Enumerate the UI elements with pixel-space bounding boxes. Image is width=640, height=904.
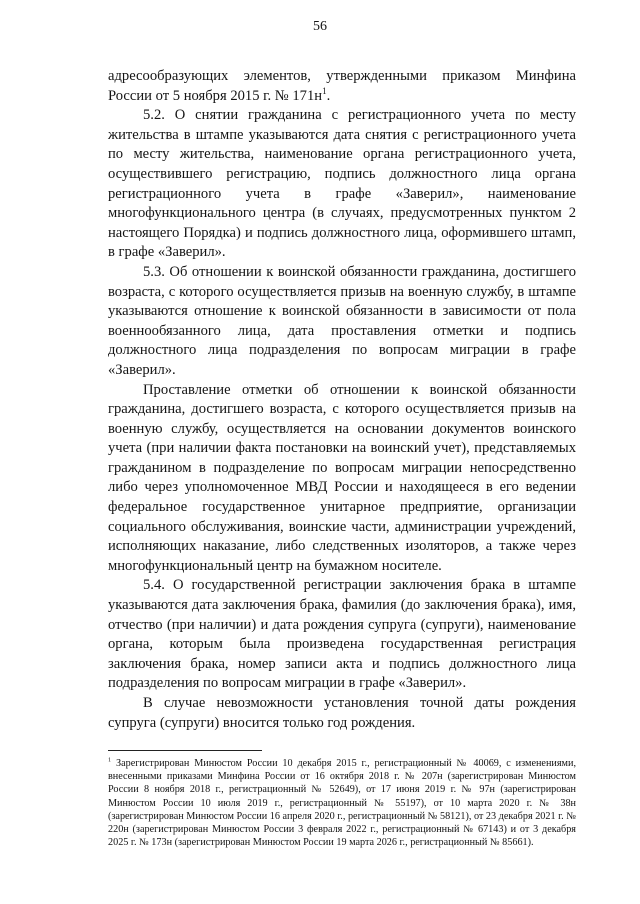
paragraph-section-5-4: 5.4. О государственной регистрации заключения брака в штампе указываются дата заключения брака, фамилия (до заключения брака), имя, отчество (при наличии) и дата рождения супруга (супруги), наименование органа, которым была произведена государственная регистрация заключения брака, номер записи акта и подпись должностного лица подразделения по вопросам миграции в графе «Заверил».	[108, 577, 576, 692]
paragraph-birth-date: В случае невозможности установления точной даты рождения супруга (супруги) вносится только год рождения.	[108, 695, 576, 731]
paragraph-military-registration: Проставление отметки об отношении к воинской обязанности гражданина, достигшего возраста, с которого осуществляется призыв на военную службу, осуществляется на основании документов воинского учета (при наличии факта постановки на воинский учет), представляемых гражданином в подразделение по вопросам миграции непосредственно либо через уполномоченное МВД России и находящееся в его ведении федеральное государственное унитарное предприятие, организации социального обслуживания, воинские части, администрации учреждений, исполняющих наказание, либо следственных изоляторов, а также через многофункциональный центр на бумажном носителе.	[108, 381, 576, 574]
footnote-text: Зарегистрирован Минюстом России 10 декабря 2015 г., регистрационный № 40069, с изменениями, внесенными приказами Минфина России от 16 октября 2018 г. № 207н (зарегистрирован Минюстом России 8 ноября 2018 г., регистрационный № 52649), от 17 июня 2019 г. № 97н (зарегистрирован Минюстом России 10 июля 2019 г., регистрационный № 55197), от 10 марта 2020 г. № 38н (зарегистрирован Минюстом России 16 апреля 2020 г., регистрационный № 58121), от 23 декабря 2021 г. № 220н (зарегистрирован Минюстом России 3 февраля 2022 г., регистрационный № 67143) и от 3 декабря 2025 г. № 173н (зарегистрирован Минюстом России 19 марта 2026 г., регистрационный № 85661).	[108, 758, 576, 849]
paragraph-section-5-2: 5.2. О снятии гражданина с регистрационного учета по месту жительства в штампе указываются дата снятия с регистрационного учета по месту жительства, наименование органа регистрационного учета, осуществившего регистрацию, подпись должностного лица органа регистрационного учета в графе «Заверил», наименование многофункционального центра (в случаях, предусмотренных пунктом 2 настоящего Порядка) и подпись должностного лица, оформившего штамп, в графе «Заверил».	[108, 107, 576, 261]
document-body	[108, 67, 576, 733]
page-number: 56	[313, 19, 327, 34]
footnote-reference[interactable]: 1	[322, 85, 327, 96]
footnotes	[108, 757, 576, 849]
footnote-marker: 1	[108, 756, 112, 764]
paragraph-text: адресообразующих элементов, утвержденными приказом Минфина России от 5 ноября 2015 г. № 171н	[108, 68, 576, 104]
paragraph-continuation	[108, 67, 576, 106]
footnote-item	[108, 757, 576, 849]
paragraph-section-5-3: 5.3. Об отношении к воинской обязанности гражданина, достигшего возраста, с которого осуществляется призыв на военную службу, в штампе указываются отношение к воинской обязанности в зависимости от пола военнообязанного лица, дата проставления отметки и подпись должностного лица подразделения по вопросам миграции в графе «Заверил».	[108, 263, 576, 378]
paragraph-punctuation: .	[326, 87, 331, 104]
footnote-divider	[108, 750, 262, 751]
